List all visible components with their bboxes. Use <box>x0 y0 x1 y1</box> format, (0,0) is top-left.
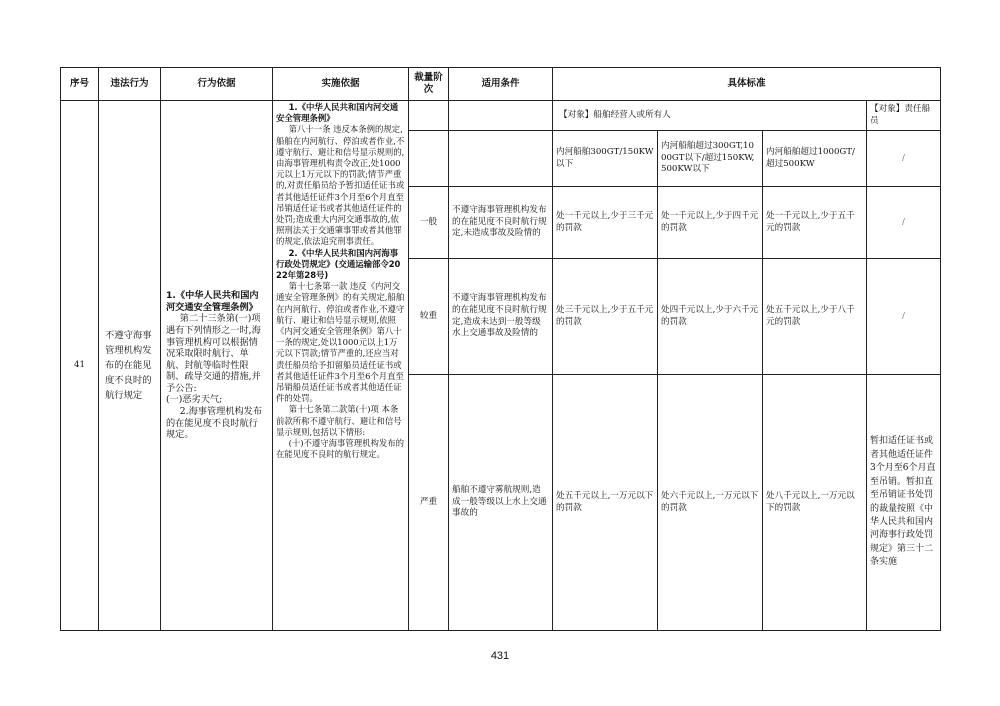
level-condition: 船舶不遵守雾航规则,造成一般等级以上水上交通事故的 <box>449 375 553 631</box>
level-condition: 不遵守海事管理机构发布的在能见度不良时航行规定,未造成事故及险情的 <box>449 187 553 259</box>
header-seq: 序号 <box>61 68 99 101</box>
level-crew: / <box>867 187 941 259</box>
impl-p4: (十)不遵守海事管理机构发布的在能见度不良时的航行规定。 <box>276 438 405 460</box>
impl-p2: 第十七条第一款 违反《内河交通安全管理条例》的有关规定,船舶在内河航行、停泊或者作业,不遵守航行、避让和信号显示规则,依照《内河交通安全管理条例》第八十一条的规定,处以1000元以上1万元以下罚款;情节严重的,还应当对责任船员给予扣留船员适任证书或者其他适任证件3个月至6个月直至吊销船员适任证书或者其他适任证件的处罚。 <box>276 281 405 404</box>
row-impl <box>273 101 409 631</box>
page-number: 431 <box>490 650 510 662</box>
object-level-empty <box>409 101 449 131</box>
level-standard-3: 处五千元以上,少于八千元的罚款 <box>763 259 867 375</box>
penalty-standard-table <box>60 67 941 631</box>
level-standard-1: 处三千元以上,少于五千元的罚款 <box>553 259 658 375</box>
level-standard-1: 处五千元以上,一万元以下的罚款 <box>553 375 658 631</box>
tier-1: 内河船舶300GT/150KW以下 <box>553 131 658 187</box>
basis-p3: 2.海事管理机构发布的在能见度不良时航行规定。 <box>166 406 263 441</box>
row-seq: 41 <box>61 101 99 631</box>
tier-condition-empty <box>449 131 553 187</box>
tier-level-empty <box>409 131 449 187</box>
basis-title: 1.《中华人民共和国内河交通安全管理条例》 <box>166 290 259 313</box>
header-impl: 实施依据 <box>273 68 409 101</box>
basis-p2: (一)恶劣天气; <box>166 394 223 406</box>
impl-title-1: 1.《中华人民共和国内河交通安全管理条例》 <box>276 102 399 124</box>
level-standard-3: 处一千元以上,少于五千元的罚款 <box>763 187 867 259</box>
level-label: 一般 <box>409 187 449 259</box>
tier-2: 内河船舶超过300GT,1000GT以下/超过150KW,500KW以下 <box>658 131 763 187</box>
level-standard-2: 处一千元以上,少于四千元的罚款 <box>658 187 763 259</box>
tier-crew: / <box>867 131 941 187</box>
level-standard-2: 处四千元以上,少于六千元的罚款 <box>658 259 763 375</box>
header-violation: 违法行为 <box>99 68 161 101</box>
row-violation: 不遵守海事管理机构发布的在能见度不良时的航行规定 <box>99 101 161 631</box>
impl-p3: 第十七条第二款第(十)项 本条前款所称不遵守航行、避让和信号显示规则,包括以下情形: <box>276 404 402 437</box>
level-standard-2: 处六千元以上,一万元以下的罚款 <box>658 375 763 631</box>
basis-p1: 第二十三条第(一)项 遇有下列情形之一时,海事管理机构可以根据情况采取限时航行、单航、封航等临时性限制、疏导交通的措施,并予公告: <box>166 313 261 394</box>
row-basis <box>161 101 273 631</box>
level-label: 较重 <box>409 259 449 375</box>
object-row <box>61 101 941 131</box>
impl-p1: 第八十一条 违反本条例的规定,船舶在内河航行、停泊或者作业,不遵守航行、避让和信号显示规则的,由海事管理机构责令改正,处1000元以上1万元以下的罚款;情节严重的,对责任船员给予暂扣适任证书或者其他适任证件3个月至6个月直至吊销适任证书或者其他适任证件的处罚;造成重大内河交通事故的,依照刑法关于交通肇事罪或者其他罪的规定,依法追究刑事责任。 <box>276 124 405 247</box>
level-condition: 不遵守海事管理机构发布的在能见度不良时航行规定,造成未达到一般等级水上交通事故及险情的 <box>449 259 553 375</box>
header-basis: 行为依据 <box>161 68 273 101</box>
level-standard-1: 处一千元以上,少于三千元的罚款 <box>553 187 658 259</box>
header-condition: 适用条件 <box>449 68 553 101</box>
header-level: 裁量阶次 <box>409 68 449 101</box>
object-crew: 【对象】责任船员 <box>867 101 941 131</box>
header-standard: 具体标准 <box>553 68 941 101</box>
header-row <box>61 68 941 101</box>
level-crew: / <box>867 259 941 375</box>
tier-3: 内河船舶超过1000GT/超过500KW <box>763 131 867 187</box>
impl-title-2: 2.《中华人民共和国内河海事行政处罚规定》(交通运输部令2022年第28号) <box>276 247 401 281</box>
level-crew: 暂扣适任证书或者其他适任证件3个月至6个月直至吊销。暂扣直至吊销证书处罚的裁量按照《中华人民共和国内河海事行政处罚规定》第三十二条实施 <box>867 375 941 631</box>
level-label: 严重 <box>409 375 449 631</box>
object-condition-empty <box>449 101 553 131</box>
object-owner: 【对象】船舶经营人或所有人 <box>553 101 867 131</box>
level-standard-3: 处八千元以上,一万元以下的罚款 <box>763 375 867 631</box>
